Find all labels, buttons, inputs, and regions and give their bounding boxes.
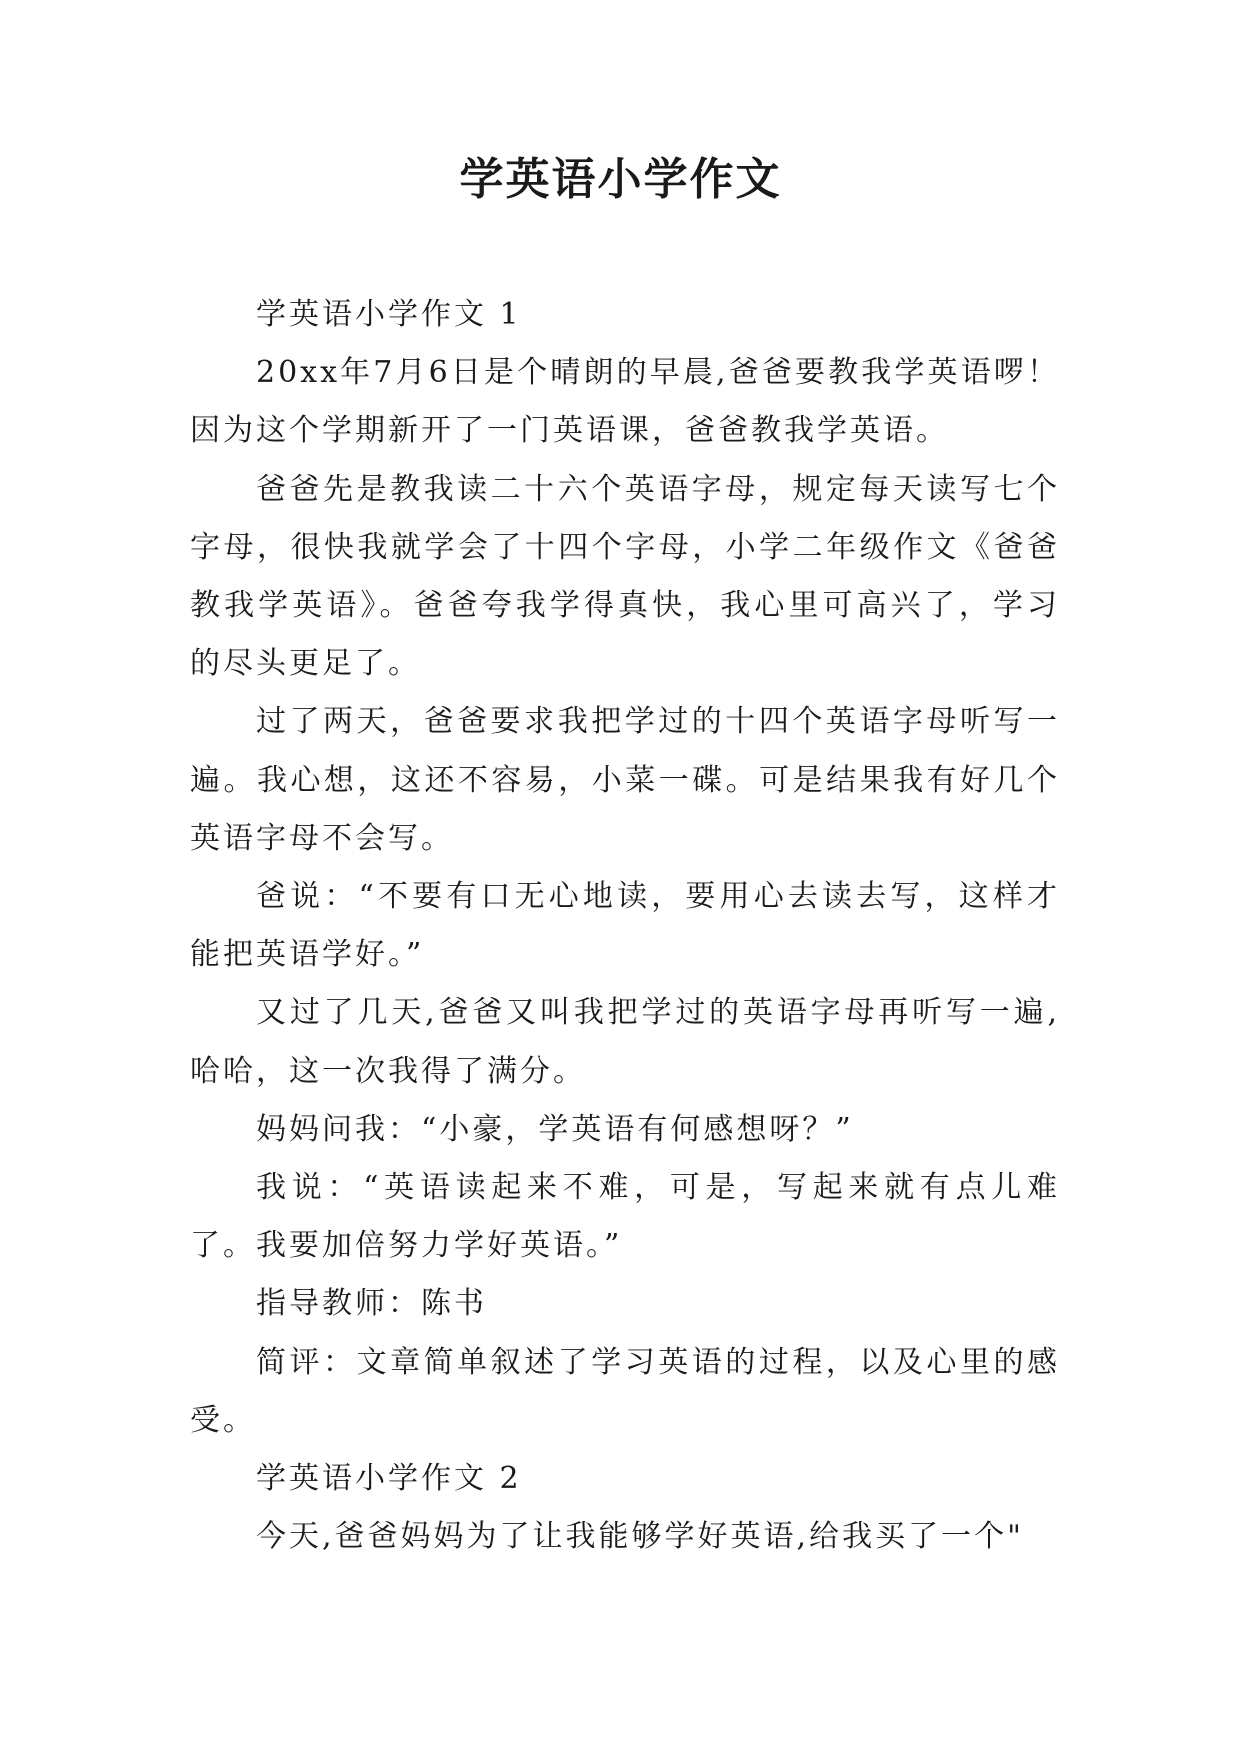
section-heading-1: 学英语小学作文 1	[256, 297, 522, 332]
teacher-note: 指导教师：陈书	[256, 1286, 487, 1322]
paragraph: 今天,爸爸妈妈为了让我能够学好英语,给我买了一个"	[256, 1519, 1024, 1555]
document-title: 学英语小学作文	[459, 154, 782, 205]
paragraph: 妈妈问我：“小豪，学英语有何感想呀？”	[256, 1111, 854, 1147]
paragraph: 爸说：“不要有口无心地读，要用心去读去写，这样才能把英语学好。”	[190, 879, 1060, 973]
paragraph: 又过了几天,爸爸又叫我把学过的英语字母再听写一遍,哈哈，这一次我得了满分。	[190, 995, 1060, 1089]
section-heading-2: 学英语小学作文 2	[256, 1461, 522, 1497]
paragraph: 爸爸先是教我读二十六个英语字母，规定每天读写七个字母，很快我就学会了十四个字母，小学二年级作文《爸爸教我学英语》。爸爸夸我学得真快，我心里可高兴了，学习的尽头更足了。	[190, 471, 1060, 682]
paragraph: 过了两天，爸爸要求我把学过的十四个英语字母听写一遍。我心想，这还不容易，小菜一碟。可是结果我有好几个英语字母不会写。	[190, 704, 1060, 856]
comment-paragraph: 简评：文章简单叙述了学习英语的过程，以及心里的感受。	[190, 1344, 1060, 1438]
paragraph: 20xx年7月6日是个晴朗的早晨,爸爸要教我学英语啰！因为这个学期新开了一门英语课，爸爸教我学英语。	[190, 355, 1060, 449]
paragraph: 我说：“英语读起来不难，可是，写起来就有点儿难了。我要加倍努力学好英语。”	[190, 1170, 1060, 1264]
document-body	[190, 286, 1060, 1566]
